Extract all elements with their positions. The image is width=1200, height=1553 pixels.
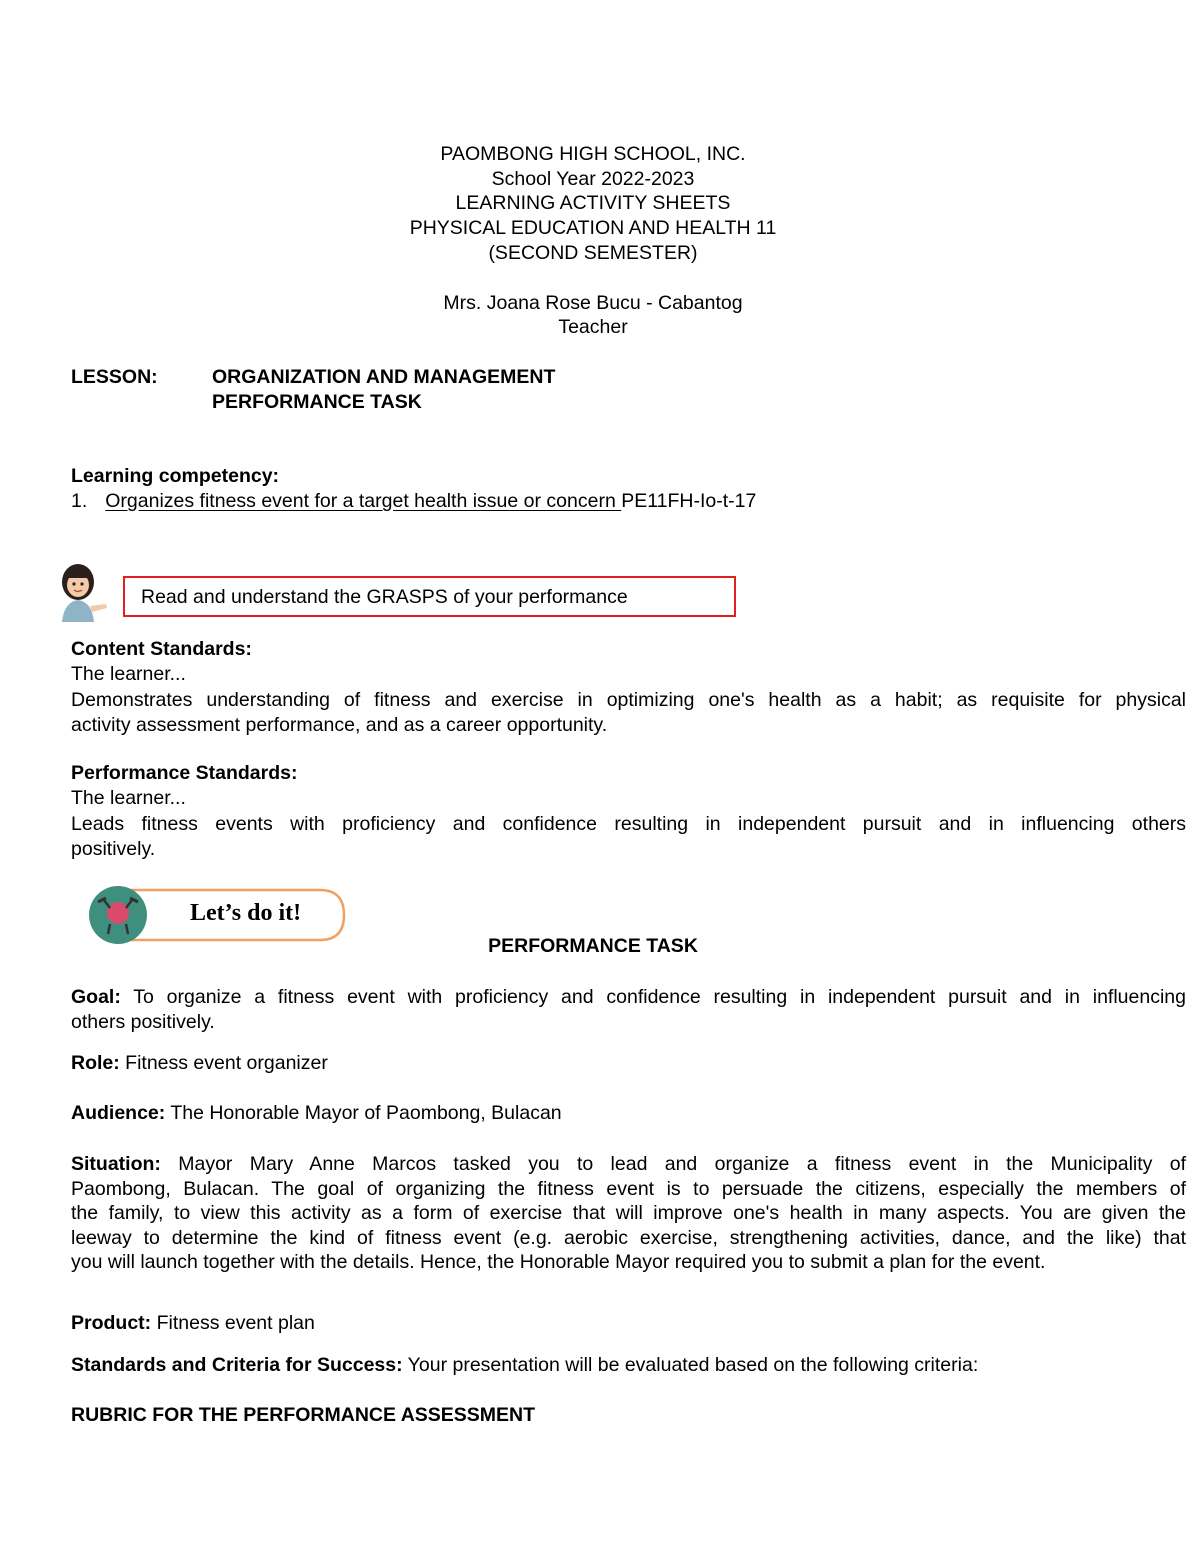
lesson-label: LESSON: (71, 366, 158, 388)
lesson-title: ORGANIZATION AND MANAGEMENT (212, 366, 556, 388)
competency-heading: Learning competency: (71, 465, 280, 487)
performance-standards-text: Leads fitness events with proficiency and confidence resulting in independent pursuit and in influencing others positively. (71, 813, 1186, 860)
goal-section: Goal: To organize a fitness event with proficiency and confidence resulting in independent pursuit and in influencing others positively. (71, 986, 1186, 1033)
teacher-name: Mrs. Joana Rose Bucu - Cabantog (443, 292, 743, 314)
subject-title: PHYSICAL EDUCATION AND HEALTH 11 (409, 217, 777, 239)
standards-criteria-section: Standards and Criteria for Success: Your presentation will be evaluated based on the following criteria: (71, 1354, 979, 1376)
competency-item: 1. Organizes fitness event for a target health issue or concern PE11FH-Io-t-17 (71, 490, 757, 512)
grasps-note-box (123, 576, 736, 617)
grasps-note-text: Read and understand the GRASPS of your performance (141, 586, 628, 608)
situation-section: Situation: Mayor Mary Anne Marcos tasked you to lead and organize a fitness event in the Municipality of Paombong, Bulacan. The goal of organizing the fitness event is to persuade the citizens, especially the members of the family, to view this activity as a form of exercise that will improve one's health in many aspects. You are given the leeway to determine the kind of fitness event (e.g. aerobic exercise, strengthening activities, dance, and the like) that you will launch together with the details. Hence, the Honorable Mayor required you to submit a plan for the event. (71, 1153, 1186, 1274)
performance-standards-heading: Performance Standards: (71, 762, 298, 784)
semester: (SECOND SEMESTER) (488, 242, 698, 264)
lesson-subtitle: PERFORMANCE TASK (212, 391, 422, 413)
performance-standards-intro: The learner... (71, 787, 186, 809)
competency-text: Organizes fitness event for a target health issue or concern (105, 490, 622, 512)
content-standards-text: Demonstrates understanding of fitness and exercise in optimizing one's health as a habit; as requisite for physical activity assessment performance, and as a career opportunity. (71, 689, 1186, 736)
content-standards-heading: Content Standards: (71, 638, 252, 660)
rubric-heading: RUBRIC FOR THE PERFORMANCE ASSESSMENT (71, 1404, 536, 1426)
sheet-title: LEARNING ACTIVITY SHEETS (455, 192, 731, 214)
audience-section: Audience: The Honorable Mayor of Paombong, Bulacan (71, 1102, 562, 1124)
content-standards-intro: The learner... (71, 663, 186, 685)
competency-code: PE11FH-Io-t-17 (621, 490, 757, 512)
product-section: Product: Fitness event plan (71, 1312, 315, 1334)
teacher-avatar-icon (54, 560, 112, 622)
school-year: School Year 2022-2023 (491, 168, 695, 190)
lets-do-it-label: Let’s do it! (190, 900, 302, 926)
school-name: PAOMBONG HIGH SCHOOL, INC. (440, 143, 746, 165)
role-section: Role: Fitness event organizer (71, 1052, 328, 1074)
teacher-role: Teacher (558, 316, 628, 338)
performance-task-heading: PERFORMANCE TASK (488, 935, 698, 957)
